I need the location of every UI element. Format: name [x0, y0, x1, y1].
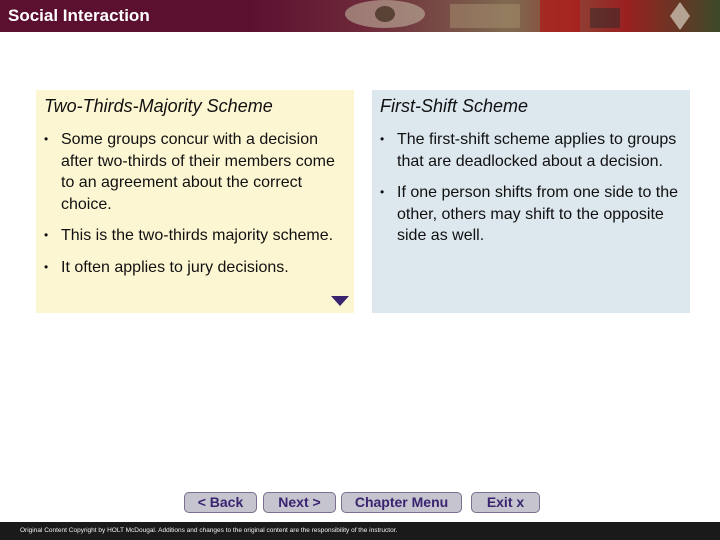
bullet-icon: • — [44, 228, 49, 242]
footer-bar — [0, 522, 720, 540]
first-shift-panel — [372, 90, 690, 313]
two-thirds-majority-panel — [36, 90, 354, 313]
list-item — [380, 129, 682, 172]
bullet-icon: • — [44, 259, 49, 274]
bullet-text: This is the two-thirds majority scheme. — [61, 227, 334, 244]
header-banner — [0, 0, 720, 32]
exit-button[interactable]: Exit x — [471, 492, 540, 513]
bullet-icon: • — [380, 185, 385, 199]
bullet-icon: • — [44, 132, 49, 146]
chapter-title: Social Interaction — [8, 6, 150, 25]
triangle-down-icon[interactable] — [330, 295, 350, 307]
bullet-list — [44, 129, 346, 278]
panel-title: Two-Thirds-Majority Scheme — [44, 96, 273, 116]
next-button[interactable]: Next > — [263, 492, 336, 513]
panel-title: First-Shift Scheme — [380, 96, 529, 116]
bullet-text: It often applies to jury decisions. — [61, 258, 289, 276]
chapter-menu-button[interactable]: Chapter Menu — [341, 492, 462, 513]
list-item — [44, 129, 346, 215]
list-item — [380, 182, 682, 247]
bullet-text: The first-shift scheme applies to groups that are deadlocked about a decision. — [397, 131, 677, 170]
bullet-icon: • — [380, 132, 385, 146]
list-item — [44, 257, 346, 279]
back-button[interactable]: < Back — [184, 492, 257, 513]
header-collage-image — [250, 0, 720, 32]
bullet-list — [380, 129, 682, 247]
list-item — [44, 225, 346, 247]
bullet-text: Some groups concur with a decision after two-thirds of their members come to an agreement about the correct choice. — [61, 131, 335, 213]
copyright-notice: Original Content Copyright by HOLT McDougal. Additions and changes to the original content are the responsibility of the instructor. — [20, 527, 398, 534]
navigation-bar — [0, 492, 720, 514]
bullet-text: If one person shifts from one side to the other, others may shift to the opposite side as well. — [397, 184, 679, 244]
